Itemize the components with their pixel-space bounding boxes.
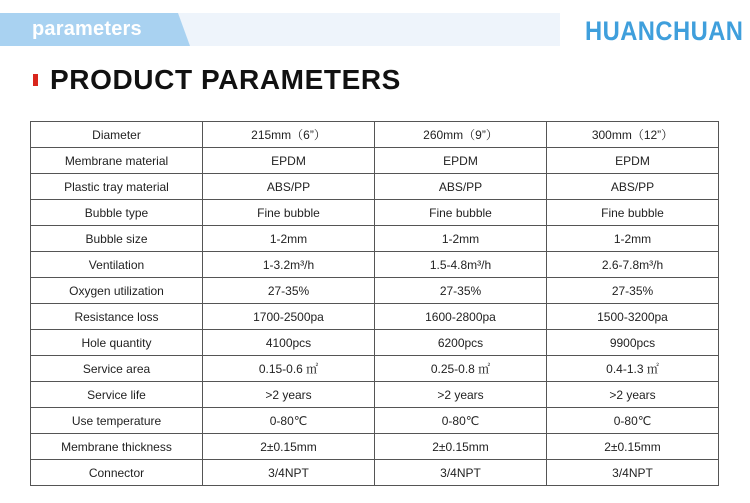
parameter-value-cell: 300mm（12”） <box>547 122 719 148</box>
parameter-name-cell: Resistance loss <box>31 304 203 330</box>
table-row <box>31 226 719 252</box>
table-row <box>31 304 719 330</box>
parameter-value-cell: >2 years <box>203 382 375 408</box>
table-row <box>31 460 719 486</box>
table-row <box>31 148 719 174</box>
parameter-value-cell: 2±0.15mm <box>547 434 719 460</box>
parameter-value-cell: 0.25-0.8 ㎡ <box>375 356 547 382</box>
parameter-name-cell: Service area <box>31 356 203 382</box>
parameter-value-cell: 2±0.15mm <box>375 434 547 460</box>
parameter-value-cell: 260mm（9”） <box>375 122 547 148</box>
parameter-value-cell: 4100pcs <box>203 330 375 356</box>
banner <box>0 0 750 50</box>
parameter-value-cell: >2 years <box>375 382 547 408</box>
parameter-name-cell: Membrane material <box>31 148 203 174</box>
table-row <box>31 356 719 382</box>
parameter-value-cell: 27-35% <box>547 278 719 304</box>
parameter-value-cell: 1.5-4.8m³/h <box>375 252 547 278</box>
parameter-name-cell: Ventilation <box>31 252 203 278</box>
table-row <box>31 174 719 200</box>
parameter-value-cell: 0.15-0.6 ㎡ <box>203 356 375 382</box>
parameter-value-cell: EPDM <box>203 148 375 174</box>
parameter-value-cell: 1-3.2m³/h <box>203 252 375 278</box>
parameter-value-cell: 2±0.15mm <box>203 434 375 460</box>
parameter-value-cell: 9900pcs <box>547 330 719 356</box>
parameter-value-cell: Fine bubble <box>203 200 375 226</box>
parameter-value-cell: >2 years <box>547 382 719 408</box>
parameter-name-cell: Oxygen utilization <box>31 278 203 304</box>
banner-tab-label: parameters <box>32 18 142 40</box>
parameter-value-cell: 27-35% <box>203 278 375 304</box>
parameter-value-cell: 215mm（6”） <box>203 122 375 148</box>
parameter-value-cell: EPDM <box>547 148 719 174</box>
parameter-value-cell: 3/4NPT <box>547 460 719 486</box>
parameters-table <box>30 121 719 486</box>
page-title: PRODUCT PARAMETERS <box>50 64 401 95</box>
parameter-value-cell: 6200pcs <box>375 330 547 356</box>
table-row <box>31 252 719 278</box>
parameter-value-cell: EPDM <box>375 148 547 174</box>
heading-marker <box>33 74 38 86</box>
parameter-name-cell: Use temperature <box>31 408 203 434</box>
parameter-value-cell: 0-80℃ <box>375 408 547 434</box>
table-row <box>31 434 719 460</box>
parameter-value-cell: 3/4NPT <box>375 460 547 486</box>
table-row <box>31 382 719 408</box>
table-row <box>31 330 719 356</box>
table-row <box>31 408 719 434</box>
table-row <box>31 200 719 226</box>
parameter-name-cell: Bubble type <box>31 200 203 226</box>
parameter-name-cell: Plastic tray material <box>31 174 203 200</box>
parameter-value-cell: Fine bubble <box>547 200 719 226</box>
parameter-value-cell: 3/4NPT <box>203 460 375 486</box>
parameter-name-cell: Service life <box>31 382 203 408</box>
parameter-name-cell: Bubble size <box>31 226 203 252</box>
parameter-name-cell: Diameter <box>31 122 203 148</box>
parameter-value-cell: 0-80℃ <box>547 408 719 434</box>
parameter-value-cell: 1-2mm <box>547 226 719 252</box>
parameter-value-cell: 2.6-7.8m³/h <box>547 252 719 278</box>
parameter-value-cell: ABS/PP <box>203 174 375 200</box>
parameter-value-cell: 0.4-1.3 ㎡ <box>547 356 719 382</box>
parameter-name-cell: Hole quantity <box>31 330 203 356</box>
parameter-name-cell: Membrane thickness <box>31 434 203 460</box>
parameter-value-cell: Fine bubble <box>375 200 547 226</box>
parameter-value-cell: ABS/PP <box>547 174 719 200</box>
parameter-value-cell: ABS/PP <box>375 174 547 200</box>
parameter-value-cell: 1-2mm <box>375 226 547 252</box>
parameter-value-cell: 0-80℃ <box>203 408 375 434</box>
brand-logo-text: HUANCHUAN <box>585 16 744 46</box>
parameter-value-cell: 1700-2500pa <box>203 304 375 330</box>
parameter-value-cell: 27-35% <box>375 278 547 304</box>
table-row <box>31 278 719 304</box>
parameter-value-cell: 1500-3200pa <box>547 304 719 330</box>
table-row <box>31 122 719 148</box>
parameter-value-cell: 1600-2800pa <box>375 304 547 330</box>
parameter-value-cell: 1-2mm <box>203 226 375 252</box>
parameter-name-cell: Connector <box>31 460 203 486</box>
